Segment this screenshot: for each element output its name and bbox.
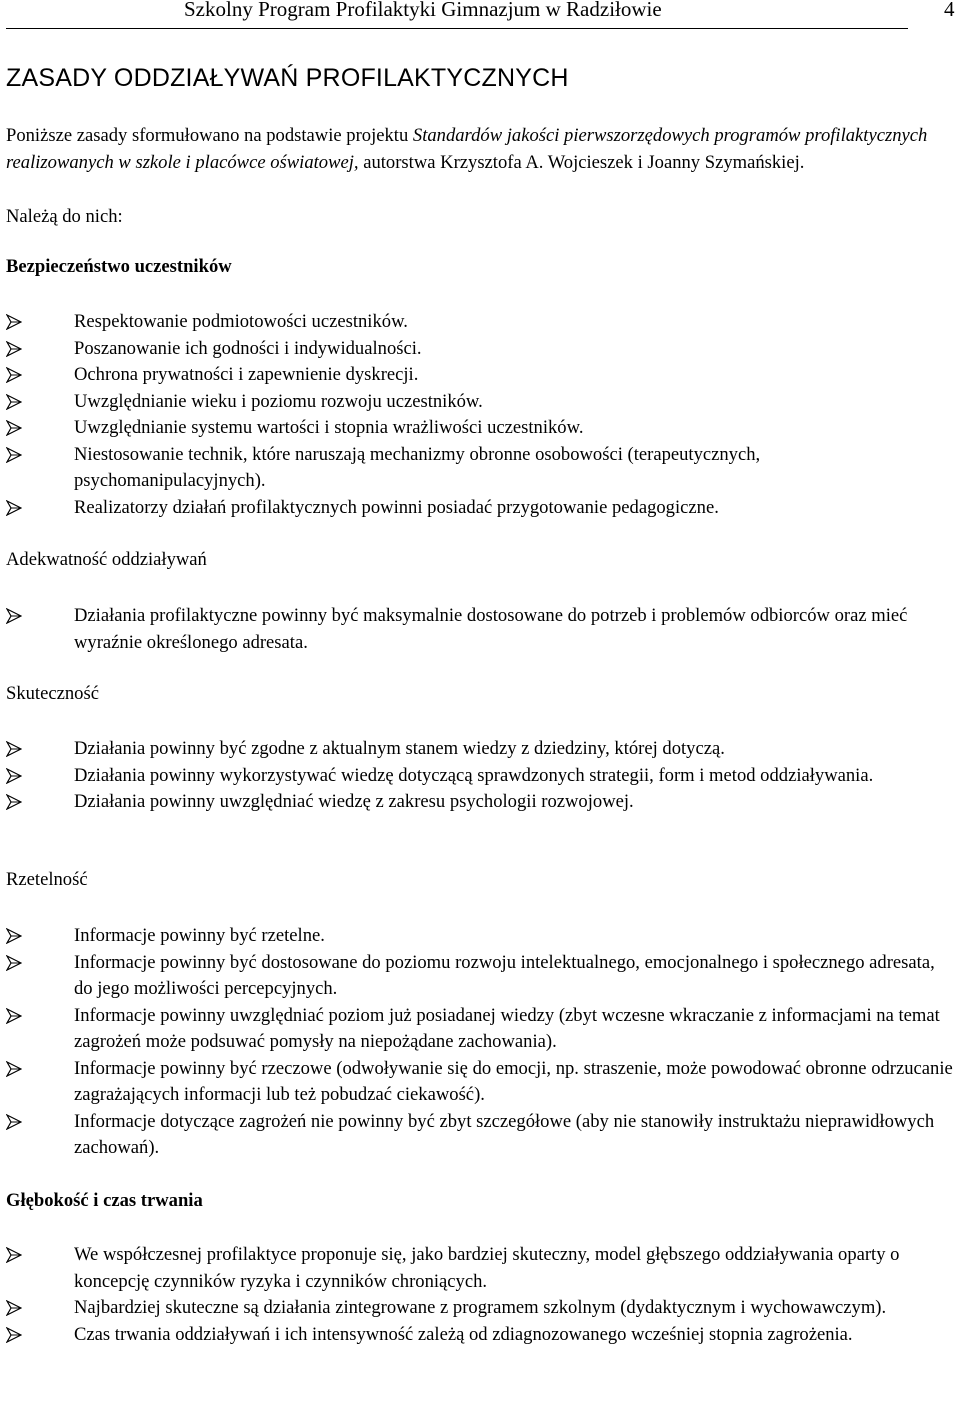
list-item (6, 736, 954, 763)
arrow-bullet-icon (6, 608, 22, 624)
intro-text-start: Poniższe zasady sformułowano na podstawie projektu (6, 125, 413, 146)
list-item (6, 1109, 954, 1162)
section-heading-effectiveness: Skuteczność (6, 683, 99, 704)
arrow-bullet-icon (6, 314, 22, 330)
list-item (6, 923, 954, 950)
arrow-bullet-icon (6, 367, 22, 383)
list-item (6, 603, 954, 656)
arrow-bullet-icon (6, 394, 22, 410)
list-item-text: Realizatorzy działań profilaktycznych powinni posiadać przygotowanie pedagogiczne. (74, 496, 719, 518)
list-item (6, 1242, 954, 1295)
list-item (6, 442, 954, 495)
list-item-text: Działania powinny uwzględniać wiedzę z zakresu psychologii rozwojowej. (74, 791, 634, 812)
intro-italic-title: Standardów jakości pierwszorzędowych programów profilaktycznych realizowanych w szkole i placówce oświatowej, (6, 125, 928, 173)
arrow-bullet-icon (6, 1114, 22, 1130)
arrow-bullet-icon (6, 1300, 22, 1316)
arrow-bullet-icon (6, 768, 22, 784)
arrow-bullet-icon (6, 1061, 22, 1077)
list-item-text: Respektowanie podmiotowości uczestników. (74, 311, 408, 332)
list-item-text: Czas trwania oddziaływań i ich intensywność zależą od zdiagnozowanego wcześniej stopnia zagrożenia. (74, 1323, 853, 1345)
list-item (6, 763, 954, 790)
list-item (6, 950, 954, 1003)
intro-text-end: autorstwa Krzysztofa A. Wojcieszek i Joanny Szymańskiej. (358, 152, 805, 173)
list-item-text: Ochrona prywatności i zapewnienie dyskrecji. (74, 364, 419, 385)
list-item-text: Informacje powinny być rzetelne. (74, 925, 325, 946)
arrow-bullet-icon (6, 928, 22, 944)
list-item-text: Działania powinny być zgodne z aktualnym stanem wiedzy z dziedziny, której dotyczą. (74, 738, 725, 759)
list-item-text: Informacje powinny uwzględniać poziom już posiadanej wiedzy (zbyt wczesne wkraczanie z informacjami na temat zagrożeń może podsuwać pomysły na niepożądane zachowania). (74, 1004, 940, 1052)
list-item-text: Poszanowanie ich godności i indywidualności. (74, 337, 422, 359)
arrow-bullet-icon (6, 794, 22, 810)
intro-lead: Należą do nich: (6, 206, 123, 227)
arrow-bullet-icon (6, 741, 22, 757)
arrow-bullet-icon (6, 447, 22, 463)
list-item (6, 362, 954, 389)
list-item-text: Informacje powinny być dostosowane do poziomu rozwoju intelektualnego, emocjonalnego i społecznego adresata, do jego możliwości percepcyjnych. (74, 951, 935, 999)
section-list-depth (6, 1242, 954, 1348)
list-item-text: We współczesnej profilaktyce proponuje się, jako bardziej skuteczny, model głębszego oddziaływania oparty o koncepcję czynników ryzyka i czynników chroniących. (74, 1244, 900, 1292)
document-title: ZASADY ODDZIAŁYWAŃ PROFILAKTYCZNYCH (6, 64, 569, 92)
list-item-text: Działania profilaktyczne powinny być maksymalnie dostosowane do potrzeb i problemów odbiorców oraz mieć wyraźnie określonego adresata. (74, 605, 908, 653)
list-item (6, 336, 954, 363)
list-item-text: Informacje powinny być rzeczowe (odwoływanie się do emocji, np. straszenie, może powodować obronne odrzucanie zagrażających informacji lub też pobudzać ciekawość). (74, 1057, 953, 1105)
section-list-adequacy (6, 603, 954, 656)
page-header (6, 0, 908, 29)
arrow-bullet-icon (6, 1327, 22, 1343)
list-item-text: Uwzględnianie wieku i poziomu rozwoju uczestników. (74, 390, 483, 412)
list-item-text: Najbardziej skuteczne są działania zintegrowane z programem szkolnym (dydaktycznym i wychowawczym). (74, 1297, 887, 1318)
list-item (6, 1056, 954, 1109)
list-item (6, 415, 954, 442)
list-item (6, 309, 954, 336)
list-item-text: Uwzględnianie systemu wartości i stopnia wrażliwości uczestników. (74, 417, 584, 438)
list-item (6, 1322, 954, 1349)
arrow-bullet-icon (6, 1247, 22, 1263)
list-item-text: Informacje dotyczące zagrożeń nie powinny być zbyt szczegółowe (aby nie stanowiły instruktażu nieprawidłowych zachowań). (74, 1110, 935, 1158)
list-item (6, 1003, 954, 1056)
page-number: 4 (944, 0, 955, 21)
list-item (6, 495, 954, 522)
section-heading-adequacy: Adekwatność oddziaływań (6, 549, 207, 570)
arrow-bullet-icon (6, 341, 22, 357)
list-item (6, 389, 954, 416)
intro-paragraph (6, 122, 954, 176)
section-heading-depth: Głębokość i czas trwania (6, 1190, 203, 1211)
arrow-bullet-icon (6, 420, 22, 436)
arrow-bullet-icon (6, 500, 22, 516)
list-item-text: Działania powinny wykorzystywać wiedzę dotyczącą sprawdzonych strategii, form i metod oddziaływania. (74, 764, 874, 786)
section-heading-safety: Bezpieczeństwo uczestników (6, 256, 232, 277)
arrow-bullet-icon (6, 1008, 22, 1024)
section-list-reliability (6, 923, 954, 1162)
arrow-bullet-icon (6, 955, 22, 971)
list-item-text: Niestosowanie technik, które naruszają mechanizmy obronne osobowości (terapeutycznych, psychomanipulacyjnych). (74, 443, 761, 491)
list-item (6, 789, 954, 816)
header-title: Szkolny Program Profilaktyki Gimnazjum w Radziłowie (184, 0, 662, 21)
list-item (6, 1295, 954, 1322)
section-list-safety (6, 309, 954, 521)
section-heading-reliability: Rzetelność (6, 869, 88, 890)
section-list-effectiveness (6, 736, 954, 816)
